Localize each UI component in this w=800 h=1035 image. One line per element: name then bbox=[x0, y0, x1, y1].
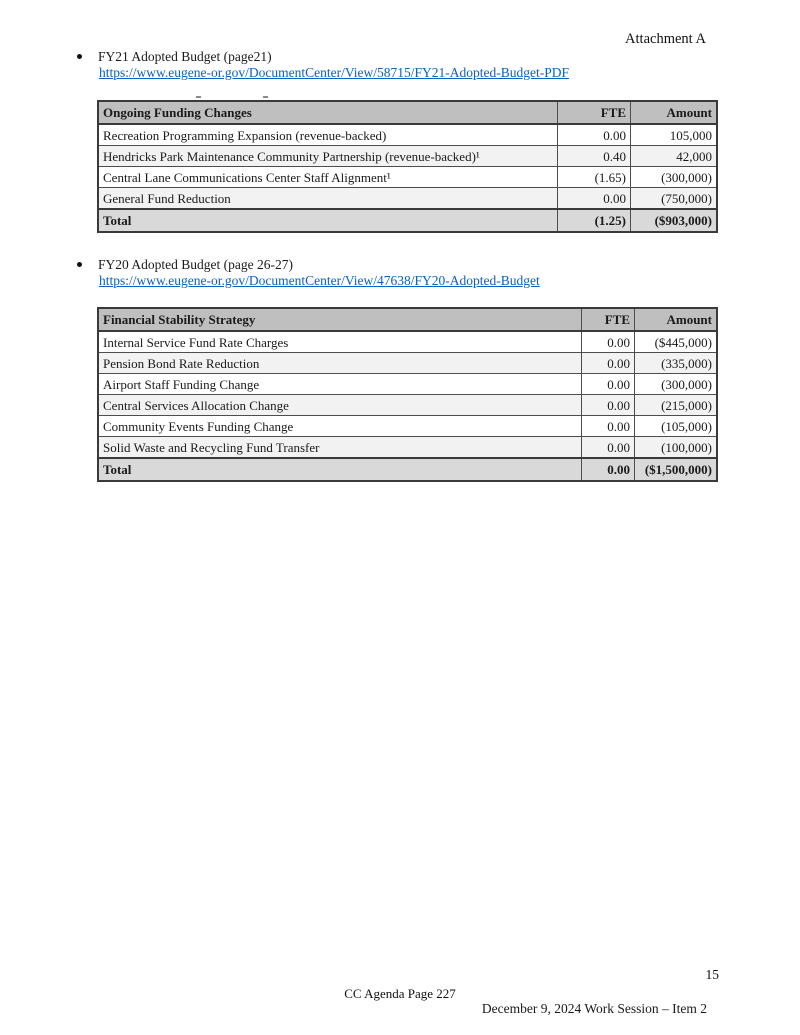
column-header: Amount bbox=[631, 101, 718, 124]
row-label: Recreation Programming Expansion (revenue-backed) bbox=[98, 124, 558, 146]
total-label: Total bbox=[98, 458, 582, 481]
amount-value: 105,000 bbox=[631, 124, 718, 146]
bullet-item-fy21 bbox=[77, 49, 272, 65]
amount-value: (750,000) bbox=[631, 188, 718, 210]
column-header: FTE bbox=[558, 101, 631, 124]
amount-value: (300,000) bbox=[635, 374, 718, 395]
amount-value: (215,000) bbox=[635, 395, 718, 416]
row-label: Pension Bond Rate Reduction bbox=[98, 353, 582, 374]
bullet-text-fy20: FY20 Adopted Budget (page 26-27) bbox=[98, 257, 293, 272]
footer-work-session-label: December 9, 2024 Work Session – Item 2 bbox=[481, 1001, 707, 1016]
total-amount: ($903,000) bbox=[631, 209, 718, 232]
table-row bbox=[98, 353, 717, 374]
bullet-item-fy20 bbox=[77, 257, 293, 273]
fte-value: 0.00 bbox=[582, 331, 635, 353]
scan-artifact bbox=[196, 96, 201, 98]
ongoing-funding-changes-table bbox=[97, 100, 718, 233]
table-row bbox=[98, 416, 717, 437]
column-header: Ongoing Funding Changes bbox=[98, 101, 558, 124]
fy20-budget-link[interactable]: https://www.eugene-or.gov/DocumentCenter/View/47638/FY20-Adopted-Budget bbox=[99, 273, 540, 288]
fy21-budget-link[interactable]: https://www.eugene-or.gov/DocumentCenter/View/58715/FY21-Adopted-Budget-PDF bbox=[99, 65, 570, 80]
total-row bbox=[98, 209, 717, 232]
total-amount: ($1,500,000) bbox=[635, 458, 718, 481]
amount-value: 42,000 bbox=[631, 146, 718, 167]
scan-artifact bbox=[263, 96, 268, 98]
bullet-icon bbox=[77, 262, 82, 267]
attachment-label: Attachment A bbox=[625, 31, 706, 47]
fte-value: 0.00 bbox=[582, 353, 635, 374]
column-header: FTE bbox=[582, 308, 635, 331]
row-label: General Fund Reduction bbox=[98, 188, 558, 210]
fte-value: 0.00 bbox=[582, 416, 635, 437]
fte-value: 0.00 bbox=[582, 395, 635, 416]
table-row bbox=[98, 124, 717, 146]
row-label: Airport Staff Funding Change bbox=[98, 374, 582, 395]
row-label: Community Events Funding Change bbox=[98, 416, 582, 437]
row-label: Internal Service Fund Rate Charges bbox=[98, 331, 582, 353]
total-row bbox=[98, 458, 717, 481]
fte-value: 0.00 bbox=[558, 124, 631, 146]
header-row bbox=[98, 101, 717, 124]
table-row bbox=[98, 374, 717, 395]
row-label: Central Lane Communications Center Staff Alignment¹ bbox=[98, 167, 558, 188]
total-fte: 0.00 bbox=[582, 458, 635, 481]
row-label: Hendricks Park Maintenance Community Partnership (revenue-backed)¹ bbox=[98, 146, 558, 167]
financial-stability-strategy-table bbox=[97, 307, 718, 482]
fte-value: (1.65) bbox=[558, 167, 631, 188]
table-row bbox=[98, 146, 717, 167]
fte-value: 0.40 bbox=[558, 146, 631, 167]
header-row bbox=[98, 308, 717, 331]
amount-value: (100,000) bbox=[635, 437, 718, 459]
table-row bbox=[98, 167, 717, 188]
row-label: Solid Waste and Recycling Fund Transfer bbox=[98, 437, 582, 459]
table-row bbox=[98, 188, 717, 210]
amount-value: ($445,000) bbox=[635, 331, 718, 353]
fte-value: 0.00 bbox=[558, 188, 631, 210]
total-label: Total bbox=[98, 209, 558, 232]
column-header: Financial Stability Strategy bbox=[98, 308, 582, 331]
amount-value: (300,000) bbox=[631, 167, 718, 188]
column-header: Amount bbox=[635, 308, 718, 331]
fte-value: 0.00 bbox=[582, 374, 635, 395]
page-number: 15 bbox=[705, 967, 719, 982]
amount-value: (335,000) bbox=[635, 353, 718, 374]
total-fte: (1.25) bbox=[558, 209, 631, 232]
fte-value: 0.00 bbox=[582, 437, 635, 459]
row-label: Central Services Allocation Change bbox=[98, 395, 582, 416]
bullet-icon bbox=[77, 54, 82, 59]
table-row bbox=[98, 395, 717, 416]
table-row bbox=[98, 437, 717, 459]
bullet-text-fy21: FY21 Adopted Budget (page21) bbox=[98, 49, 272, 64]
amount-value: (105,000) bbox=[635, 416, 718, 437]
footer-agenda-page: CC Agenda Page 227 bbox=[344, 986, 456, 1001]
table-row bbox=[98, 331, 717, 353]
